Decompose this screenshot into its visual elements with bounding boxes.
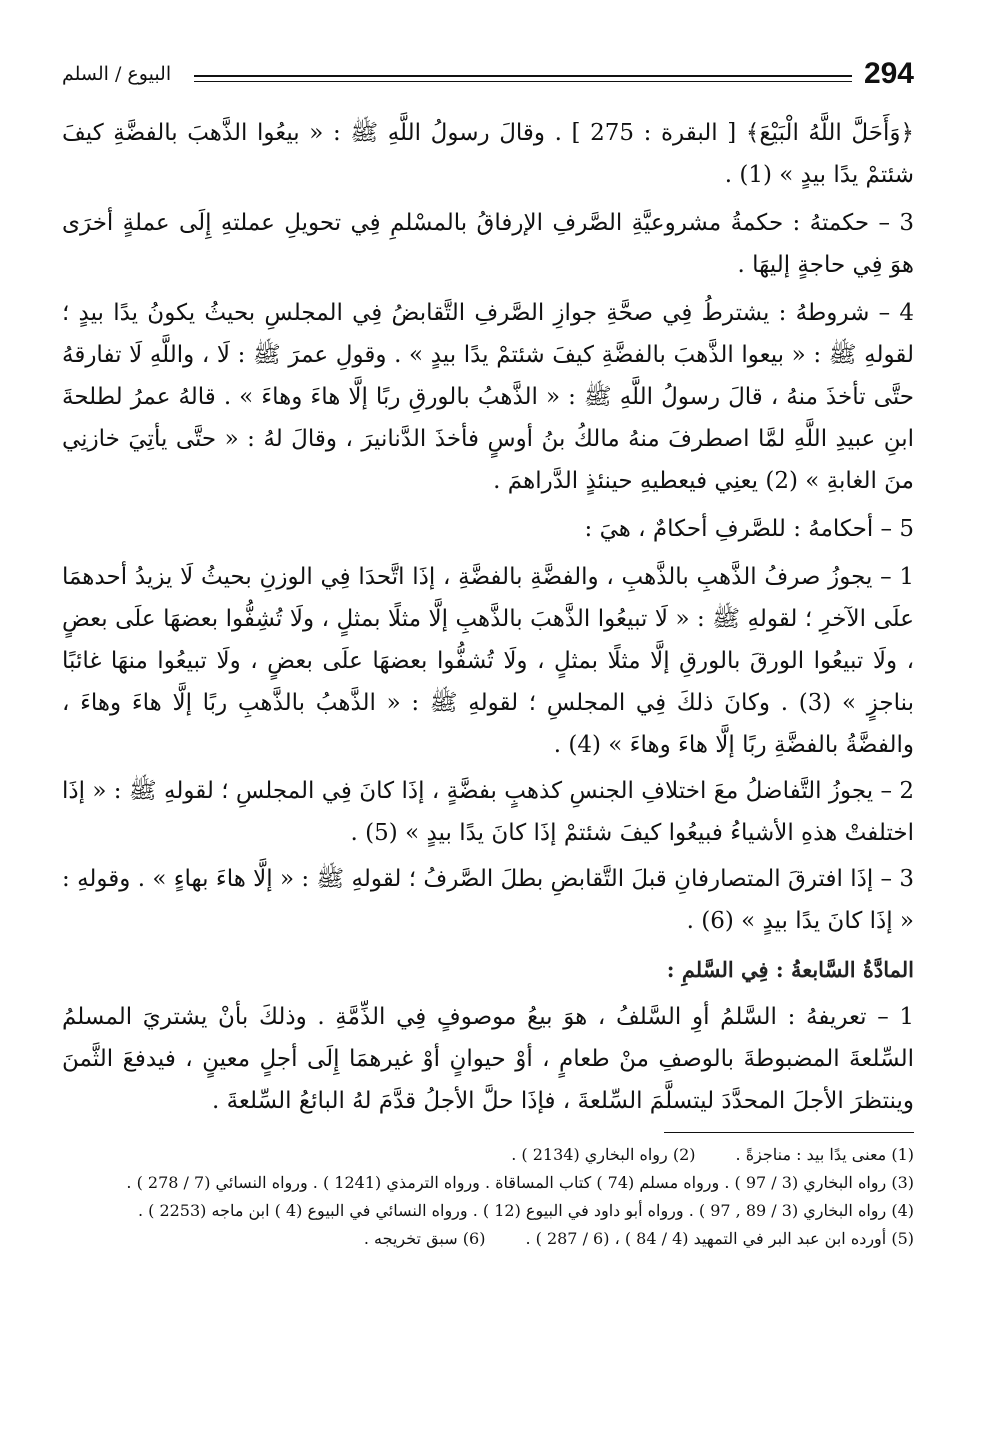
section-heading: المادَّةُ السَّابعةُ : فِي السَّلمِ : bbox=[666, 957, 914, 982]
salam-definition-paragraph: 1 – تعريفهُ : السَّلمُ أوِ السَّلفُ ، هوَ بيعُ موصوفٍ فِي الذِّمَّةِ . وذلكَ بأنْ يشتريَ المسلمُ السِّلعةَ المضبوطةَ بالوصفِ منْ طعامٍ ، أوْ حيوانٍ أوْ غيرهمَا إِلَى أجلٍ معينٍ ، فيدفعَ الثَّمنَ وينتظرَ الأجلَ المحدَّدَ ليتسلَّمَ السِّلعةَ ، فإذَا حلَّ الأجلُ قدَّمَ لهُ البائعُ السِّلعةَ . bbox=[62, 1004, 915, 1114]
footnote-3: (3) رواه البخاري (3 / 97 ) . ورواه مسلم (74 ) كتاب المساقاة . ورواه الترمذي (1241 ) . ورواه النسائي (7 / 278 ) . bbox=[126, 1173, 914, 1192]
page-number: 294 bbox=[863, 57, 914, 90]
footnotes bbox=[62, 1141, 914, 1253]
paragraph-wisdom: 3 – حكمتهُ : حكمةُ مشروعيَّةِ الصَّرفِ الإرفاقُ بالمسْلمِ فِي تحويلِ عملتهِ إِلَى عملةٍ أخرَى هوَ فِي حاجةٍ إليهَا . bbox=[62, 210, 914, 278]
ruling-item-1: 1 – يجوزُ صرفُ الذَّهبِ بالذَّهبِ ، والفضَّةِ بالفضَّةِ ، إذَا اتَّحدَا فِي الوزنِ بحيثُ لَا يزيدُ أحدهمَا علَى الآخرِ ؛ لقولهِ ﷺ : « لَا تبيعُوا الذَّهبَ بالذَّهبِ إلَّا مثلًا بمثلٍ ، ولَا تُشِفُّوا بعضهَا علَى بعضٍ ، ولَا تبيعُوا الورقَ بالورقِ إلَّا مثلًا بمثلٍ ، ولَا تُشفُّوا بعضهَا علَى بعضٍ ، ولَا تبيعُوا منهَا غائبًا بناجزٍ » (3) . وكانَ ذلكَ فِي المجلسِ ؛ لقولهِ ﷺ : « الذَّهبُ بالذَّهبِ ربًا إلَّا هاءَ وهاءَ ، والفضَّةُ بالفضَّةِ ربًا إلَّا هاءَ وهاءَ » (4) . bbox=[62, 564, 914, 758]
footnote-5: (5) أورده ابن عبد البر في التمهيد (4 / 84 ) ، (6 / 287 ) . bbox=[525, 1229, 914, 1248]
paragraph-verse-hadith: ﴿وَأَحَلَّ اللَّهُ الْبَيْعَ﴾ [ البقرة : 275 ] . وقالَ رسولُ اللَّهِ ﷺ : « بيعُوا الذَّهبَ بالفضَّةِ كيفَ شئتمْ يدًا بيدٍ » (1) . bbox=[62, 120, 914, 188]
footnote-row-1 bbox=[62, 1141, 914, 1169]
footnote-2: (2) رواه البخاري (2134 ) . bbox=[511, 1145, 696, 1164]
ruling-item-2: 2 – يجوزُ التَّفاضلُ معَ اختلافِ الجنسِ كذهبٍ بفضَّةٍ ، إذَا كانَ فِي المجلسِ ؛ لقولهِ ﷺ : « إذَا اختلفتْ هذهِ الأشياءُ فبيعُوا كيفَ شئتمْ إذَا كانَ يدًا بيدٍ » (5) . bbox=[62, 778, 914, 846]
paragraph-conditions: 4 – شروطهُ : يشترطُ فِي صحَّةِ جوازِ الصَّرفِ التَّقابضُ فِي المجلسِ بحيثُ يكونُ يدًا بيدٍ ؛ لقولهِ ﷺ : « بيعوا الذَّهبَ بالفضَّةِ كيفَ شئتمْ يدًا بيدٍ » . وقولِ عمرَ ﷺ : لَا ، واللَّهِ لَا تفارقهُ حتَّى تأخذَ منهُ ، قالَ رسولُ اللَّهِ ﷺ : « الذَّهبُ بالورقِ ربًا إلَّا هاءَ وهاءَ » . قالهُ عمرُ لطلحةَ ابنِ عبيدِ اللَّهِ لمَّا اصطرفَ منهُ مالكُ بنُ أوسٍ فأخذَ الدَّنانيرَ ، وقالَ لهُ : « حتَّى يأتِيَ خازنِي منَ الغابةِ » (2) يعنِي فيعطيهِ حينئذٍ الدَّراهمَ . bbox=[62, 300, 914, 494]
paragraph-rulings-intro: 5 – أحكامهُ : للصَّرفِ أحكامٌ ، هيَ : bbox=[584, 516, 914, 542]
footnote-1: (1) معنى يدًا بيد : مناجزةً . bbox=[735, 1145, 914, 1164]
running-title: البيوع / السلم bbox=[62, 63, 172, 85]
footnote-separator bbox=[664, 1132, 914, 1133]
book-page bbox=[62, 56, 914, 1386]
footnote-4: (4) رواه البخاري (3 / 89 , 97 ) . ورواه أبو داود في البيوع (12 ) . ورواه النسائي في البيوع (4 ) ابن ماجه (2253 ) . bbox=[137, 1201, 914, 1220]
footnote-6: (6) سبق تخريجه . bbox=[363, 1229, 486, 1248]
ruling-item-3: 3 – إذَا افترقَ المتصارفانِ قبلَ التَّقابضِ بطلَ الصَّرفُ ؛ لقولهِ ﷺ : « إلَّا هاءَ بهاءٍ » . وقولهِ : « إذَا كانَ يدًا بيدٍ » (6) . bbox=[62, 866, 914, 934]
header-rule bbox=[194, 75, 852, 82]
body-text bbox=[62, 112, 914, 1122]
footnote-row-3 bbox=[62, 1225, 914, 1253]
page-header bbox=[62, 56, 914, 94]
